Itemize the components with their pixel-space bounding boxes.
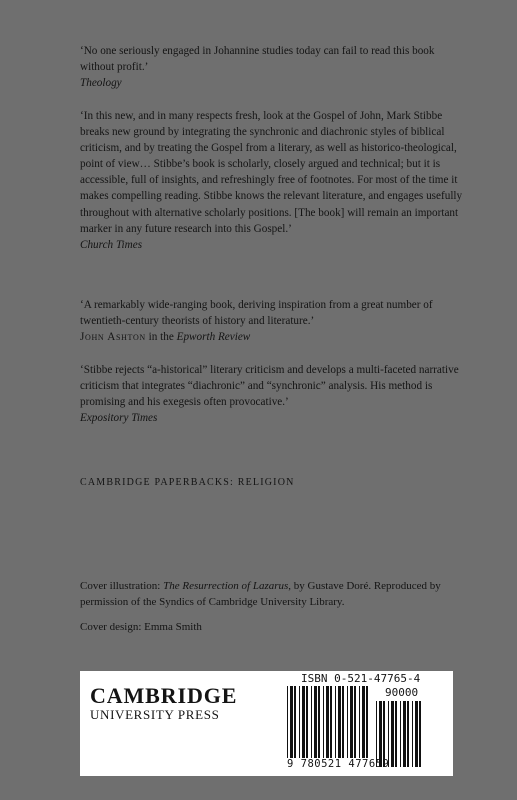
review-text: ‘In this new, and in many respects fresh, look at the Gospel of John, Mark Stibbe breaks new ground by integrating the synchronic and diachronic styles of biblical criticism, and by treating the Gospel from a literary, as well as historico-theological, point of view… Stibbe’s book is scholarly, closely argued and technical; but it is accessible, full of insights, and refreshingly free of footnotes. For most of the time it makes compelling reading. Stibbe knows the relevant literature, and engages usefully throughout with alternative scholarly positions. [The book] will remain an important marker in any future research into this Gospel.’ [80, 110, 463, 235]
review-text: ‘A remarkably wide-ranging book, deriving inspiration from a great number of twentieth-century theorists of history and literature.’ [80, 299, 433, 328]
illustration-rest: , by Gustave Doré. Reproduced by permission of the Syndics of Cambridge University Library. [80, 580, 441, 608]
series-name: CAMBRIDGE PAPERBACKS: RELIGION [80, 477, 295, 488]
review-3 [80, 297, 470, 345]
review-attribution [80, 329, 470, 345]
cover-design-credit: Cover design: Emma Smith [80, 621, 202, 633]
publisher-logo [90, 685, 237, 723]
review-2 [80, 108, 470, 253]
isbn-number: ISBN 0-521-47765-4 [301, 672, 421, 685]
illustration-label: Cover illustration: [80, 580, 164, 592]
review-connector: in the [145, 331, 177, 344]
review-source: Church Times [80, 238, 143, 251]
cover-illustration-credit [80, 579, 480, 610]
review-text: ‘No one seriously engaged in Johannine studies today can fail to read this book without profit.’ [80, 45, 435, 74]
barcode-graphic [287, 686, 373, 758]
review-source: Expository Times [80, 412, 158, 425]
publisher-subname: UNIVERSITY PRESS [90, 707, 220, 722]
review-text: ‘Stibbe rejects “a-historical” literary criticism and develops a multi-faceted narrative criticism that integrates “diachronic” and “synchronic” analysis. His method is promising and his exegesis often provocative.’ [80, 364, 459, 409]
illustration-title: The Resurrection of Lazarus [163, 580, 289, 592]
review-4 [80, 362, 470, 426]
review-source: Theology [80, 77, 122, 90]
price-code: 90000 [385, 686, 419, 699]
publisher-name: CAMBRIDGE [90, 683, 238, 708]
review-source: Epworth Review [176, 331, 251, 344]
review-1 [80, 43, 470, 91]
review-author: John Ashton [80, 331, 146, 344]
ean-number: 9 780521 477659 [287, 758, 390, 770]
barcode-panel [80, 671, 453, 776]
